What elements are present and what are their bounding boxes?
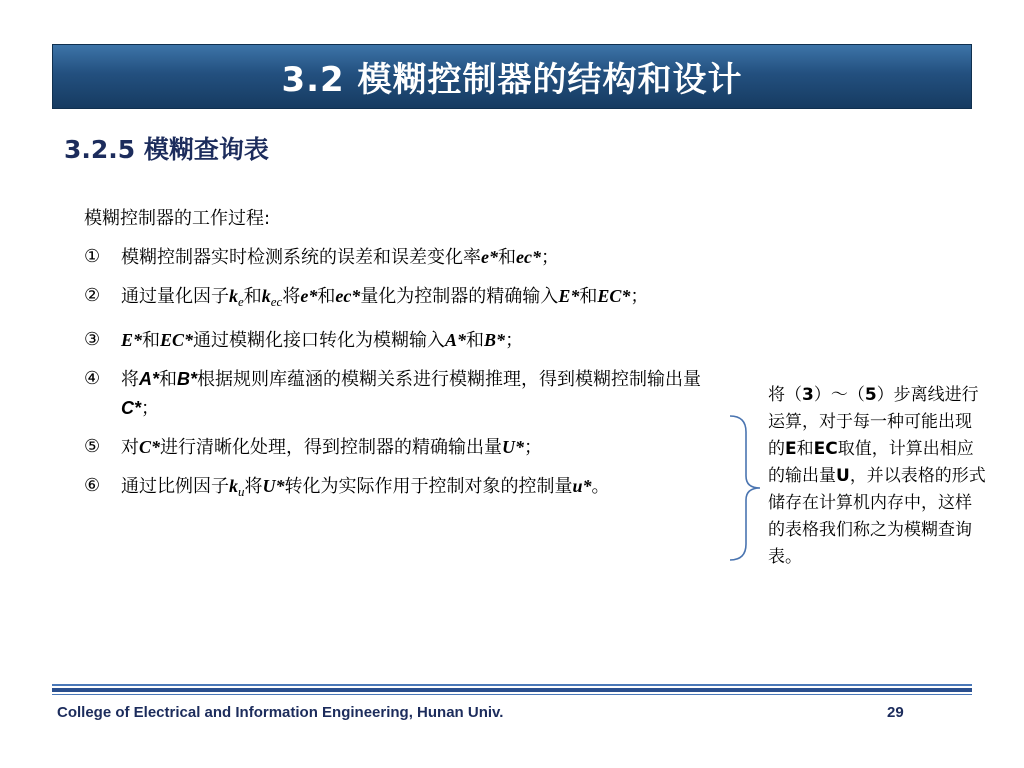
- variable: B*: [484, 330, 506, 350]
- variable: ec*: [335, 286, 361, 306]
- step-text: 和: [317, 286, 336, 307]
- step-6: [84, 472, 724, 506]
- step-text: ；: [505, 330, 524, 351]
- step-text: 转化为实际作用于控制对象的控制量: [284, 476, 573, 497]
- step-2: [84, 282, 724, 316]
- step-text: 和: [243, 286, 262, 307]
- step-text: 通过模糊化接口转化为模糊输入: [193, 330, 446, 351]
- note-text: 取值，计算出相应的输出量: [768, 439, 974, 486]
- slide-title: 3.2 模糊控制器的结构和设计: [281, 60, 743, 100]
- curly-brace-icon: [728, 412, 764, 564]
- divider-line: [52, 694, 972, 695]
- note-text: ）步离线进行运算，对于每一种可能出现的: [768, 385, 979, 459]
- step-text: ；: [630, 286, 649, 307]
- step-text: 将: [244, 476, 263, 497]
- process-intro: 模糊控制器的工作过程:: [84, 208, 271, 229]
- step-text: ；: [540, 247, 559, 268]
- subscript: u: [238, 484, 245, 499]
- variable: k: [261, 286, 271, 306]
- step-text: 根据规则库蕴涵的模糊关系进行模糊推理，得到模糊控制输出量: [197, 369, 702, 390]
- footer-divider: [52, 684, 972, 696]
- title-banner: [52, 44, 972, 109]
- variable: U*: [502, 437, 525, 457]
- variable: e*: [300, 286, 318, 306]
- step-text: 和: [142, 330, 161, 351]
- step-text: 和: [579, 286, 598, 307]
- subscript: e: [238, 294, 244, 309]
- note-text: ）～（: [813, 385, 865, 405]
- variable: E*: [121, 330, 143, 350]
- step-text: 通过比例因子: [121, 476, 229, 497]
- step-text: 。: [591, 476, 610, 497]
- variable: U*: [262, 476, 285, 496]
- step-number: ②: [84, 285, 101, 306]
- variable: EC*: [597, 286, 631, 306]
- note-bold: 3: [802, 385, 814, 405]
- step-1: [84, 243, 724, 272]
- note-text: ，并以表格的形式储存在计算机内存中，这样的表格我们称之为模糊查询表。: [768, 466, 986, 567]
- note-text: 和: [796, 439, 814, 459]
- note-text: 将（: [768, 385, 802, 405]
- step-text: 和: [466, 330, 485, 351]
- step-text: 量化为控制器的精确输入: [360, 286, 559, 307]
- step-5: [84, 433, 724, 462]
- divider-line: [52, 684, 972, 686]
- step-text: 对: [121, 437, 139, 458]
- step-text: 进行清晰化处理，得到控制器的精确输出量: [160, 437, 503, 458]
- step-number: ③: [84, 329, 101, 350]
- variable: B*: [177, 369, 198, 389]
- variable: A*: [445, 330, 467, 350]
- variable: E*: [558, 286, 580, 306]
- page-number: 29: [887, 704, 904, 721]
- step-number: ①: [84, 246, 101, 267]
- step-text: 通过量化因子: [121, 286, 229, 307]
- subscript: ec: [270, 294, 283, 309]
- side-note: [768, 382, 988, 571]
- variable: e*: [481, 247, 498, 267]
- note-bold: U: [836, 466, 850, 486]
- divider-line: [52, 688, 972, 692]
- step-text: ；: [524, 437, 543, 458]
- step-text: 和: [498, 247, 516, 268]
- step-text: 将: [121, 369, 139, 390]
- step-text: 将: [282, 286, 301, 307]
- variable: u*: [572, 476, 592, 496]
- note-bold: 5: [864, 385, 877, 405]
- section-subtitle: 3.2.5 模糊查询表: [64, 135, 269, 164]
- step-4: [84, 365, 724, 423]
- variable: EC*: [160, 330, 194, 350]
- variable: C*: [121, 398, 142, 418]
- process-content: [84, 205, 724, 516]
- step-number: ④: [84, 368, 101, 389]
- step-number: ⑤: [84, 436, 101, 457]
- variable: ec*: [516, 247, 541, 267]
- variable: A*: [139, 369, 160, 389]
- variable: k: [229, 476, 238, 496]
- step-text: 模糊控制器实时检测系统的误差和误差变化率: [121, 247, 481, 268]
- footer-college: College of Electrical and Information Engineering, Hunan Univ.: [57, 704, 504, 721]
- variable: C*: [139, 437, 161, 457]
- step-text: ；: [141, 398, 160, 419]
- note-bold: E: [785, 439, 797, 459]
- step-text: 和: [159, 369, 178, 390]
- step-number: ⑥: [84, 475, 101, 496]
- variable: k: [229, 286, 238, 306]
- note-bold: EC: [813, 439, 838, 459]
- step-3: [84, 326, 724, 355]
